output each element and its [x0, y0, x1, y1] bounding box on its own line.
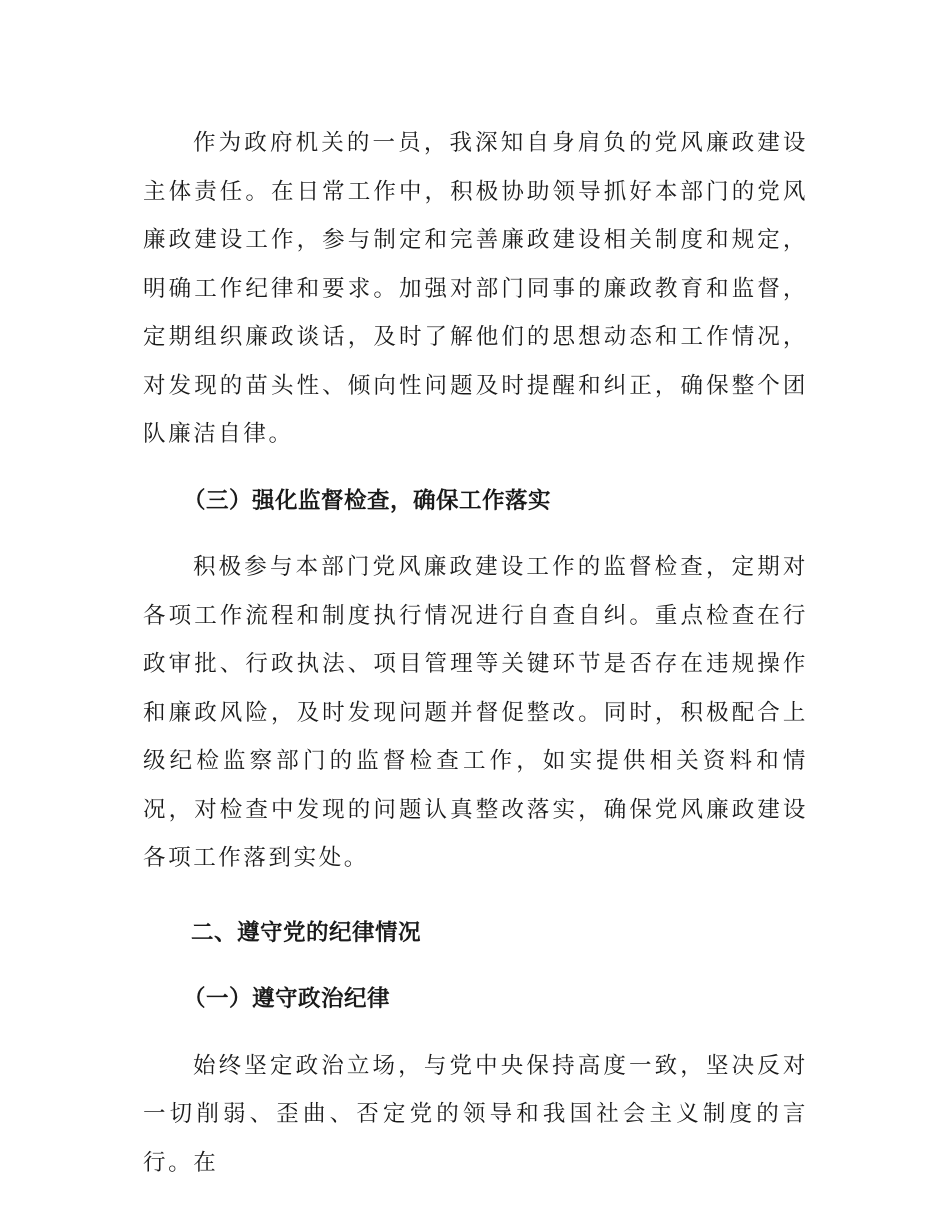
subheading-supervision: （三）强化监督检查，确保工作落实: [183, 487, 552, 514]
spacer: [143, 1024, 808, 1042]
spacer: [143, 459, 808, 477]
body-paragraph-supervision: 积极参与本部门党风廉政建设工作的监督检查，定期对各项工作流程和制度执行情况进行自查自纠。重点检查在行政审批、行政执法、项目管理等关键环节是否存在违规操作和廉政风险，及时发现问题并督促整改。同时，积极配合上级纪检监察部门的监督检查工作，如实提供相关资料和情况，对检查中发现的问题认真整改落实，确保党风廉政建设各项工作落到实处。: [143, 554, 808, 871]
body-paragraph-responsibility: 作为政府机关的一员，我深知自身肩负的党风廉政建设主体责任。在日常工作中，积极协助领导抓好本部门的党风廉政建设工作，参与制定和完善廉政建设相关制度和规定，明确工作纪律和要求。加强对部门同事的廉政教育和监督，定期组织廉政谈话，及时了解他们的思想动态和工作情况，对发现的苗头性、倾向性问题及时提醒和纠正，确保整个团队廉洁自律。: [143, 130, 808, 447]
spacer: [143, 883, 808, 909]
section-heading-discipline: 二、遵守党的纪律情况: [191, 919, 422, 946]
subheading-political-discipline: （一）遵守政治纪律: [183, 986, 391, 1012]
spacer: [143, 957, 808, 975]
spacer: [143, 525, 808, 543]
document-body: [143, 119, 808, 1187]
body-paragraph-political: 始终坚定政治立场，与党中央保持高度一致，坚决反对一切削弱、歪曲、否定党的领导和我国社会主义制度的言行。在: [143, 1052, 808, 1176]
